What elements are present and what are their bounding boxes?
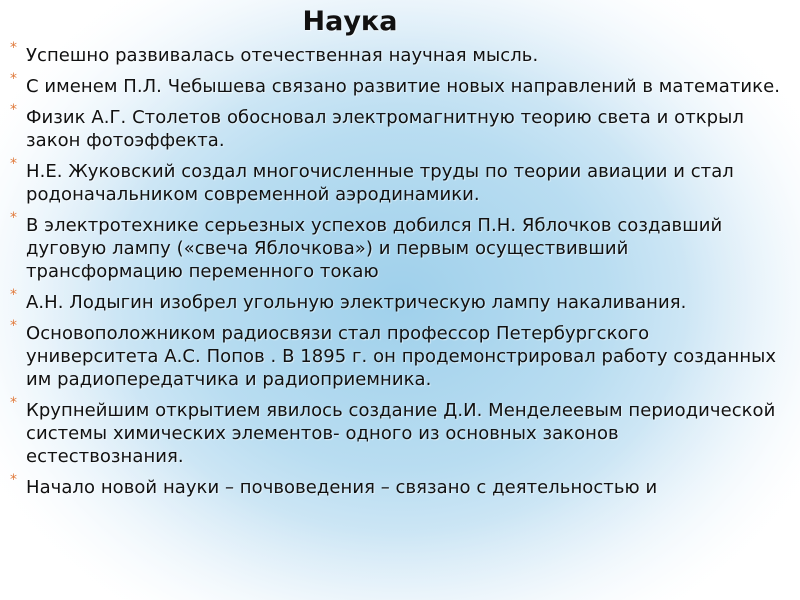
bullet-item	[0, 40, 780, 67]
bullet-marker-icon: *	[10, 210, 18, 226]
bullet-text: В электротехнике серьезных успехов добился П.Н. Яблочков создавший дуговую лампу («свеча Яблочкова») и первым осуществивший трансформацию переменного токаю	[26, 215, 723, 282]
bullet-text: Физик А.Г. Столетов обосновал электромагнитную теорию света и открыл закон фотоэффекта.	[26, 107, 744, 151]
bullet-list	[0, 40, 780, 507]
bullet-item	[0, 71, 780, 98]
bullet-item	[0, 287, 780, 314]
slide-title: Наука	[302, 6, 398, 37]
bullet-marker-icon: *	[10, 102, 18, 118]
bullet-item	[0, 318, 780, 391]
bullet-marker-icon: *	[10, 395, 18, 411]
bullet-marker-icon: *	[10, 156, 18, 172]
bullet-item	[0, 395, 780, 468]
bullet-text: Крупнейшим открытием явилось создание Д.И. Менделеевым периодической системы химических элементов- одного из основных законов естествознания.	[26, 400, 776, 467]
bullet-item	[0, 102, 780, 152]
bullet-item	[0, 472, 780, 499]
bullet-text: Н.Е. Жуковский создал многочисленные труды по теории авиации и стал родоначальником современной аэродинамики.	[26, 161, 734, 205]
bullet-item	[0, 210, 780, 283]
bullet-text: Начало новой науки – почвоведения – связано с деятельностью и	[26, 477, 658, 498]
bullet-marker-icon: *	[10, 40, 18, 56]
bullet-text: С именем П.Л. Чебышева связано развитие новых направлений в математике.	[26, 76, 780, 97]
bullet-text: А.Н. Лодыгин изобрел угольную электрическую лампу накаливания.	[26, 292, 687, 313]
bullet-marker-icon: *	[10, 318, 18, 334]
bullet-text: Основоположником радиосвязи стал профессор Петербургского университета А.С. Попов . В 1895 г. он продемонстрировал работу созданных им радиопередатчика и радиоприемника.	[26, 323, 777, 390]
bullet-marker-icon: *	[10, 472, 18, 488]
bullet-item	[0, 156, 780, 206]
bullet-text: Успешно развивалась отечественная научная мысль.	[26, 45, 539, 66]
bullet-marker-icon: *	[10, 71, 18, 87]
bullet-marker-icon: *	[10, 287, 18, 303]
